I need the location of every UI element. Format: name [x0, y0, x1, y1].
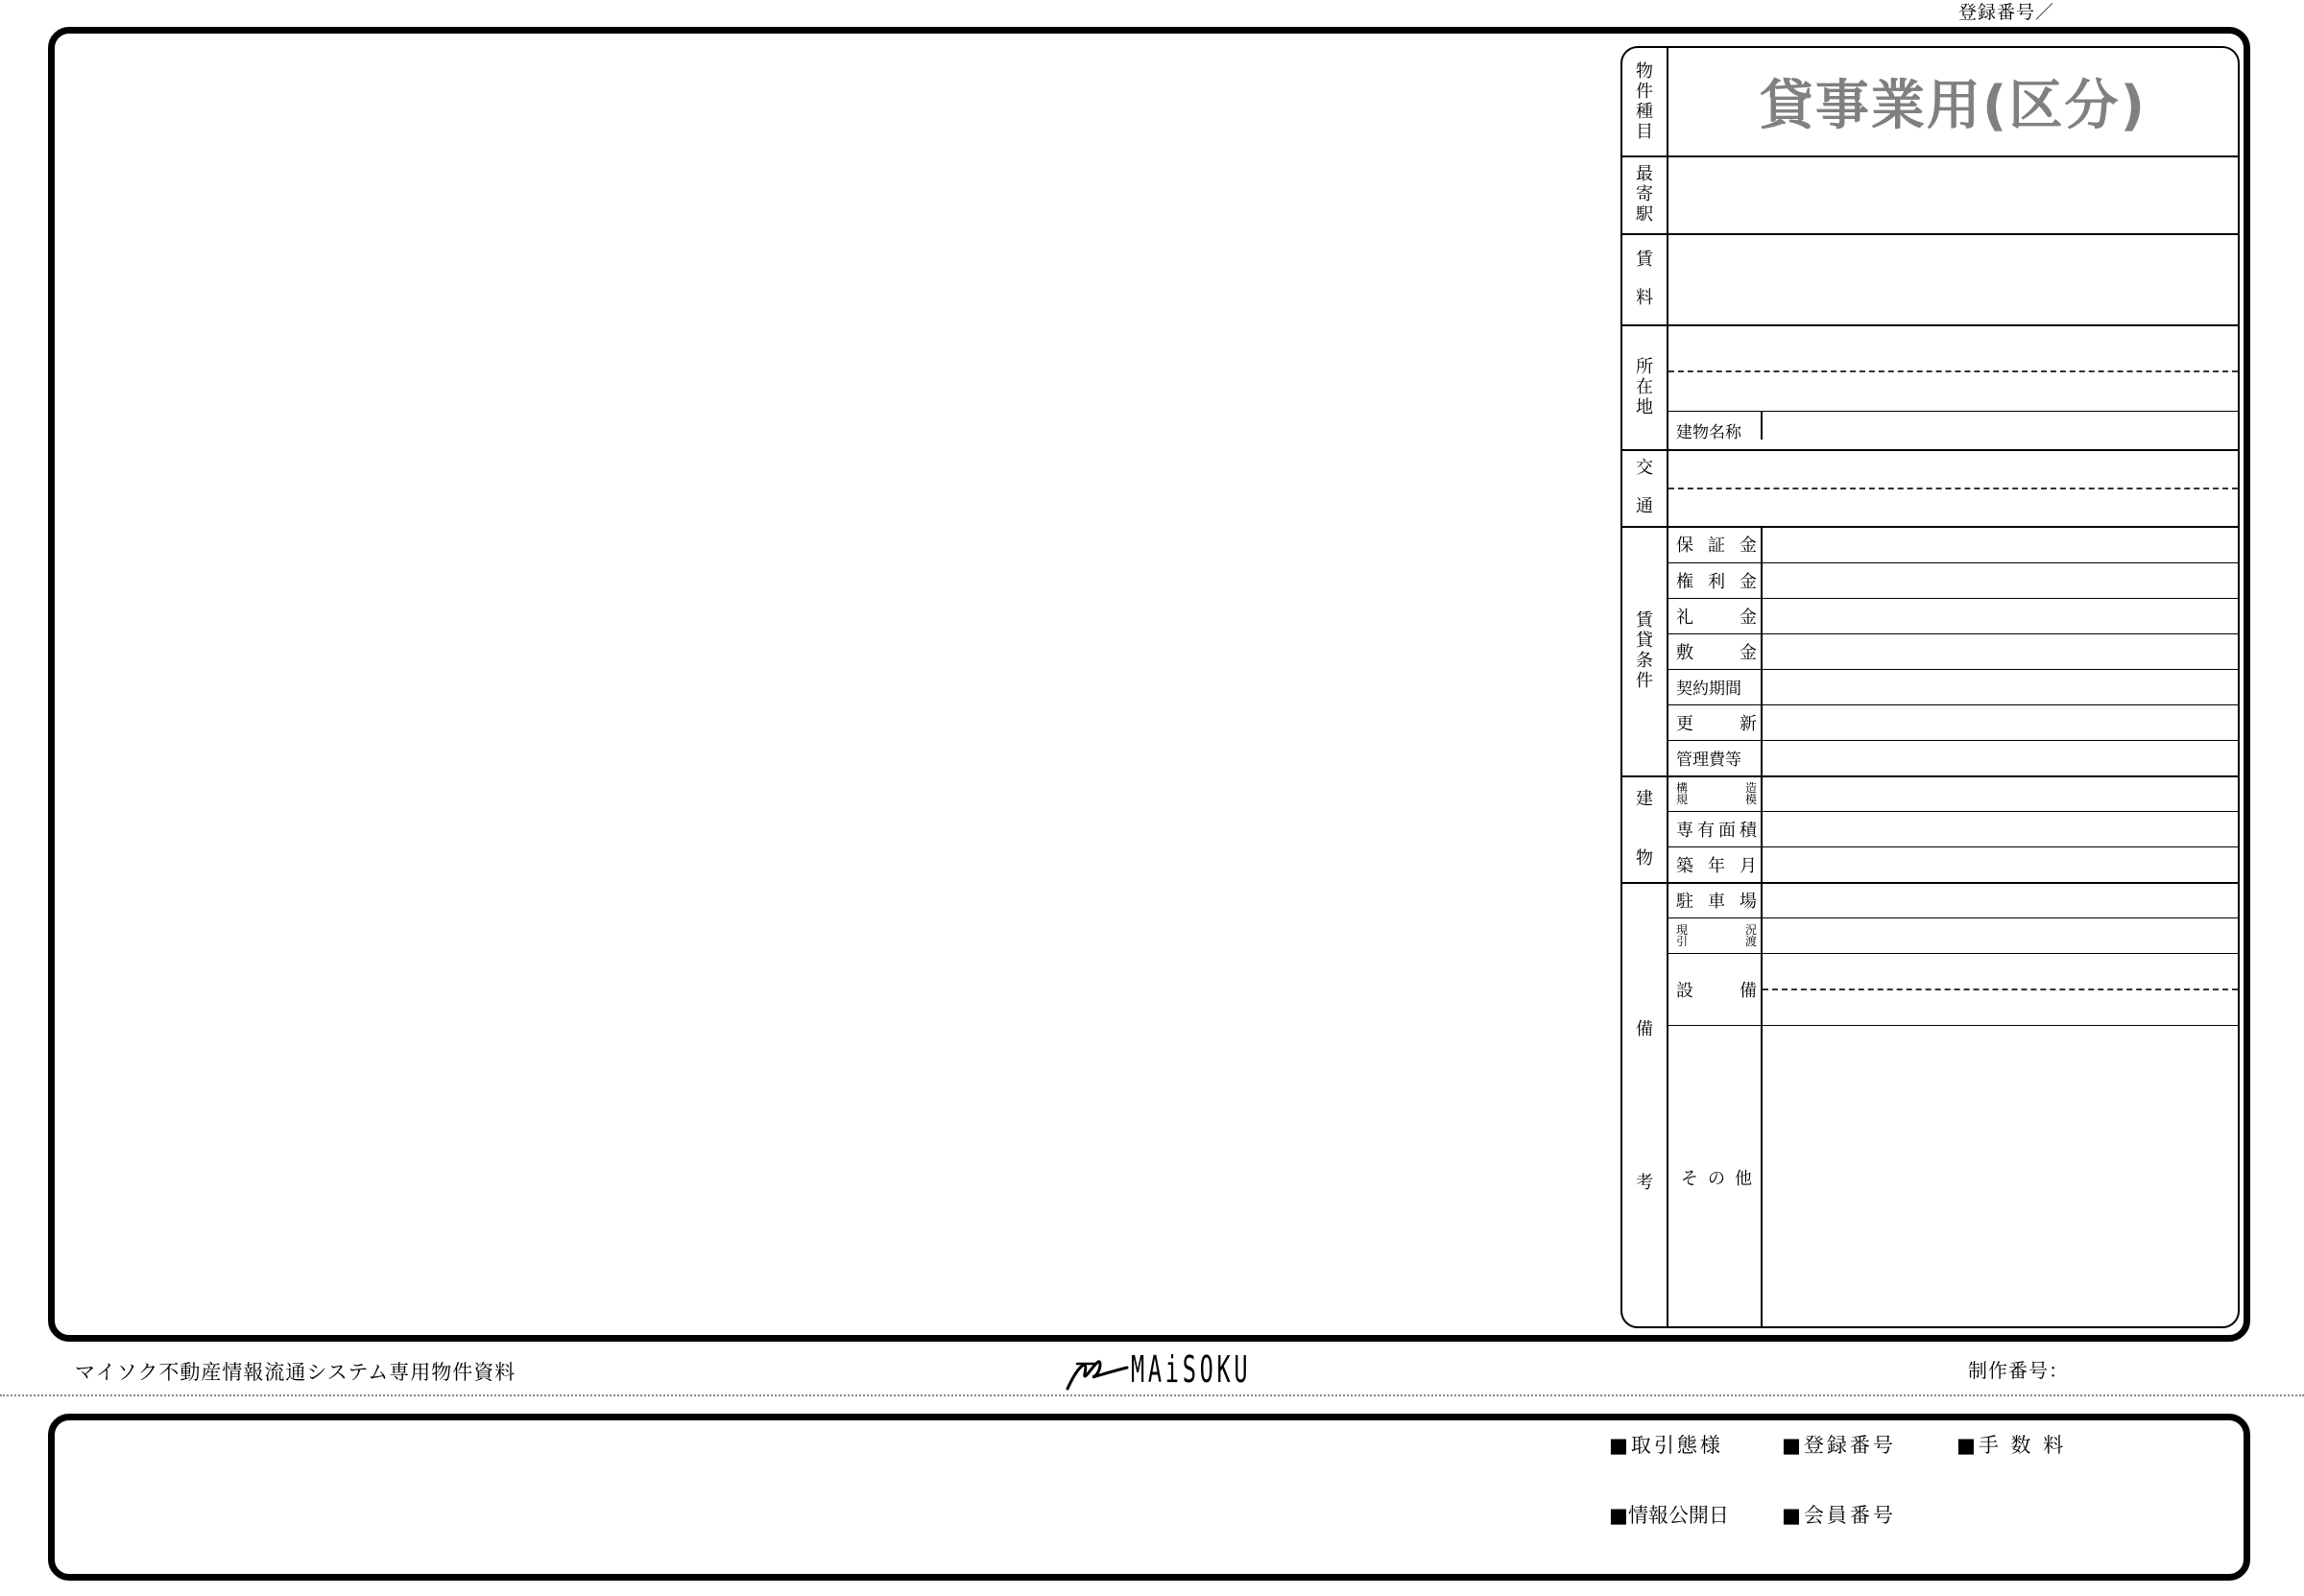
renewal-label: 更 新	[1676, 713, 1757, 734]
registration-number-field-label: ■登録番号	[1782, 1434, 1896, 1457]
member-number-label: ■会員番号	[1782, 1504, 1896, 1527]
building-label: 建 物	[1636, 788, 1653, 869]
rent-label: 賃 料	[1636, 249, 1653, 308]
location-label: 所 在 地	[1636, 356, 1653, 417]
system-description: マイソク不動産情報流通システム専用物件資料	[75, 1361, 516, 1384]
parking-label: 駐 車 場	[1676, 891, 1757, 912]
property-detail-table	[1620, 46, 2240, 1328]
other-label: そ の 他	[1681, 1169, 1752, 1189]
dashed-line	[1763, 989, 2238, 990]
exclusive-area-label: 専 有 面 積	[1676, 820, 1757, 841]
security-deposit-label: 敷 金	[1676, 642, 1757, 663]
nearest-station-label: 最 寄 駅	[1636, 164, 1653, 225]
logo-mark-icon	[1064, 1348, 1131, 1396]
commission-label: ■手 数 料	[1956, 1434, 2067, 1457]
deposit-guarantee-label: 保 証 金	[1676, 536, 1757, 556]
maisoku-logo	[1064, 1348, 1260, 1396]
row-line	[1622, 324, 2238, 326]
dashed-line	[1668, 488, 2238, 489]
transport-label: 交 通	[1636, 458, 1653, 516]
structure-scale-label: 構 造 規 模	[1676, 780, 1757, 806]
row-line	[1622, 155, 2238, 157]
publish-date-label: ■情報公開日	[1609, 1504, 1729, 1527]
row-line	[1622, 233, 2238, 235]
logo-text: MAiSOKU	[1131, 1348, 1252, 1391]
gratuity-fee-label: 礼 金	[1676, 607, 1757, 628]
production-number-label: 制作番号：	[1968, 1359, 2069, 1382]
building-name-label: 建物名称	[1676, 422, 1741, 442]
remarks-label: 備 考	[1636, 1018, 1653, 1193]
lease-conditions-label: 賃 貸 条 件	[1636, 610, 1653, 691]
equipment-label: 設 備	[1676, 980, 1757, 1001]
transaction-type-label: ■取引態様	[1609, 1434, 1723, 1457]
row-line	[1622, 449, 2238, 451]
management-fee-label: 管理費等	[1676, 750, 1741, 770]
bottom-info-frame	[48, 1414, 2250, 1581]
handover-label: 現 況 引 渡	[1676, 922, 1757, 948]
registration-number-label: 登録番号／	[1958, 2, 2055, 23]
property-type-label: 物 件 種 目	[1636, 61, 1653, 142]
contract-period-label: 契約期間	[1676, 679, 1741, 699]
dashed-line	[1668, 370, 2238, 372]
key-money-label: 権 利 金	[1676, 571, 1757, 592]
cut-line	[0, 1394, 2304, 1396]
category-divider	[1667, 48, 1668, 1328]
built-date-label: 築 年 月	[1676, 855, 1757, 876]
property-type-value: 貸事業用(区分)	[1759, 75, 2148, 137]
